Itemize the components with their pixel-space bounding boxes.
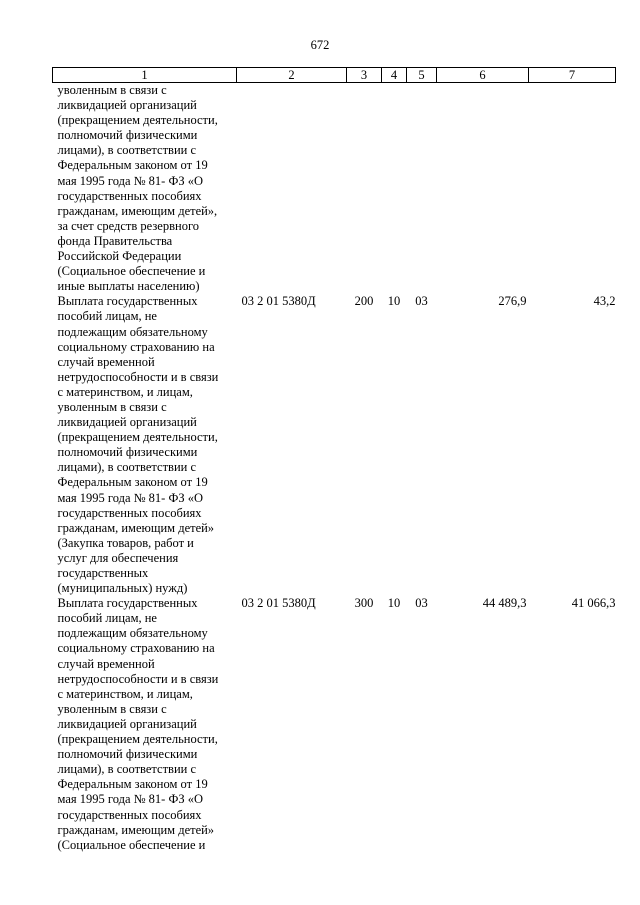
- row-description: уволенным в связи с ликвидацией организаций (прекращением деятельности, полномочий физическими лицами), в соответствии с Федеральным законом от 19 мая 1995 года № 81- ФЗ «О государственных пособиях гражданам, имеющим детей», за счет средств резервного фонда Правительства Российской Федерации (Социальное обеспечение и иные выплаты населению): [57, 83, 218, 294]
- row-subsection: 03: [415, 294, 428, 309]
- row-expense-type: 200: [354, 294, 374, 309]
- table-header-row: [53, 68, 616, 83]
- row-description: Выплата государственных пособий лицам, не подлежащим обязательному социальному страхованию на случай временной нетрудоспособности и в связи с материнством, и лицам, уволенным в связи с ликвидацией организаций (прекращением деятельности, полномочий физическими лицами), в соответствии с Федеральным законом от 19 мая 1995 года № 81- ФЗ «О государственных пособиях гражданам, имеющим детей» (Социальное обеспечение и: [57, 596, 219, 852]
- column-header: 6: [437, 68, 529, 83]
- row-expense-type: [347, 83, 382, 295]
- row-target-code: [237, 83, 347, 295]
- column-header: 7: [529, 68, 616, 83]
- row-amount-7: 43,2: [593, 294, 616, 309]
- row-amount-7: [529, 83, 616, 295]
- table-row: [53, 294, 616, 596]
- page-number: 672: [310, 38, 330, 52]
- row-subsection: 03: [415, 596, 428, 611]
- row-description: Выплата государственных пособий лицам, не подлежащим обязательному социальному страхованию на случай временной нетрудоспособности и в связи с материнством, и лицам, уволенным в связи с ликвидацией организаций (прекращением деятельности, полномочий физическими лицами), в соответствии с Федеральным законом от 19 мая 1995 года № 81- ФЗ «О государственных пособиях гражданам, имеющим детей» (Закупка товаров, работ и услуг для обеспечения государственных (муниципальных) нужд): [57, 294, 219, 596]
- column-header: 5: [407, 68, 437, 83]
- row-section: 10: [387, 294, 401, 309]
- column-header: 3: [347, 68, 382, 83]
- table-row: [53, 83, 616, 295]
- row-amount-7: 41 066,3: [571, 596, 616, 611]
- row-subsection: [407, 83, 437, 295]
- table-row: [53, 596, 616, 853]
- row-section: 10: [387, 596, 401, 611]
- column-header: 1: [53, 68, 237, 83]
- column-header: 4: [382, 68, 407, 83]
- column-header: 2: [237, 68, 347, 83]
- budget-table: [52, 67, 616, 853]
- row-expense-type: 300: [354, 596, 374, 611]
- row-section: [382, 83, 407, 295]
- row-amount-6: 276,9: [498, 294, 527, 309]
- row-amount-6: 44 489,3: [482, 596, 527, 611]
- row-amount-6: [437, 83, 529, 295]
- table-header: [53, 68, 616, 83]
- row-target-code: 03 2 01 5380Д: [241, 294, 316, 309]
- table-body: [53, 83, 616, 853]
- row-target-code: 03 2 01 5380Д: [241, 596, 316, 611]
